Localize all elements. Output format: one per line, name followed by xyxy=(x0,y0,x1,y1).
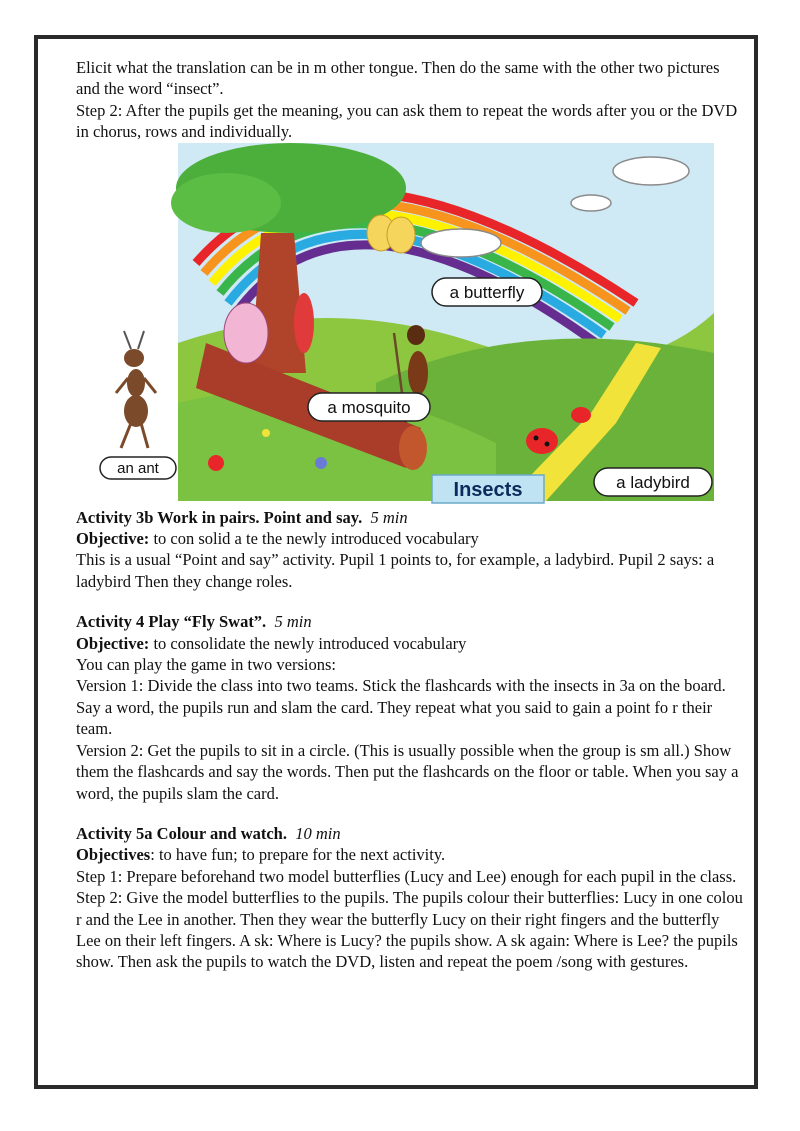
label-ladybird xyxy=(594,468,712,496)
objective-text: : to have fun; to prepare for the next activity. xyxy=(150,845,446,865)
insects-scene xyxy=(76,143,744,507)
label-butterfly xyxy=(432,278,542,306)
flower xyxy=(315,457,327,469)
activity-5a-objective xyxy=(76,844,744,865)
activity-4-heading xyxy=(76,611,744,632)
activity-5a-title: Activity 5a Colour and watch. xyxy=(76,823,287,843)
objective-label: Objective: xyxy=(76,633,150,653)
activity-4-time: 5 min xyxy=(274,612,312,632)
label-mosquito xyxy=(308,393,430,421)
activity-4-version-1: Version 1: Divide the class into two teams. Stick the flashcards with the insects in 3a on the board. Say a word, the pupils run and slam the card. They repeat what you said to gain a point fo r their team. xyxy=(76,676,726,739)
activity-3b-time: 5 min xyxy=(370,507,408,527)
activity-5a-step-1: Step 1: Prepare beforehand two model butterflies (Lucy and Lee) enough for each pupil in the class. xyxy=(76,866,737,886)
activity-3b-title: Activity 3b Work in pairs. Point and say. xyxy=(76,507,363,527)
intro-paragraph-1: Elicit what the translation can be in m other tongue. Then do the same with the other two pictures and the word “insect”. xyxy=(76,58,720,99)
objective-label: Objectives xyxy=(76,845,151,865)
butterfly-figure xyxy=(367,215,415,253)
label-ant xyxy=(100,457,176,479)
label-ant-text: an ant xyxy=(117,459,159,477)
activity-4-title: Activity 4 Play “Fly Swat”. xyxy=(76,612,267,632)
activity-3b-body: This is a usual “Point and say” activity. Pupil 1 points to, for example, a ladybird. Pupil 2 says: a ladybird Then they change roles. xyxy=(76,550,715,591)
label-butterfly-text: a butterfly xyxy=(449,282,525,302)
intro-paragraph-2: Step 2: After the pupils get the meaning, you can ask them to repeat the words after you or the DVD in chorus, rows and individually. xyxy=(76,100,738,142)
activity-4-intro: You can play the game in two versions: xyxy=(76,655,336,675)
label-ladybird-text: a ladybird xyxy=(616,472,690,492)
objective-text: to con solid a te the newly introduced vocabulary xyxy=(149,529,479,549)
activity-3b-objective xyxy=(76,528,744,549)
activity-4-version-2: Version 2: Get the pupils to sit in a circle. (This is usually possible when the group is sm all.) Show them the flashcards and say the words. Then put the flashcards on the floor or table. When you say a word, the pupils slam the card. xyxy=(76,740,739,803)
objective-text: to consolidate the newly introduced vocabulary xyxy=(149,633,467,653)
label-mosquito-text: a mosquito xyxy=(327,397,411,417)
objective-label: Objective: xyxy=(76,529,150,549)
activity-5a-heading xyxy=(76,823,744,844)
activity-5a-time: 10 min xyxy=(295,823,341,843)
title-insects xyxy=(432,475,544,503)
document-body xyxy=(76,57,744,973)
activity-5a-step-2: Step 2: Give the model butterflies to the pupils. The pupils colour their butterflies: Lucy in one colou r and the Lee in another. Then they wear the butterfly Lucy on their right fingers and the butterfly Lee on their left fingers. A sk: Where is Lucy? the pupils show. A sk again: Where is Lee? the pupils show. Then ask the pupils to watch the DVD, listen and repeat the poem /song with gestures. xyxy=(76,888,743,972)
title-insects-text: Insects xyxy=(453,478,523,501)
activity-3b-heading xyxy=(76,507,744,528)
activity-4-objective xyxy=(76,633,744,654)
flower xyxy=(208,455,224,471)
insects-illustration xyxy=(76,143,744,507)
ant-figure xyxy=(116,331,156,448)
